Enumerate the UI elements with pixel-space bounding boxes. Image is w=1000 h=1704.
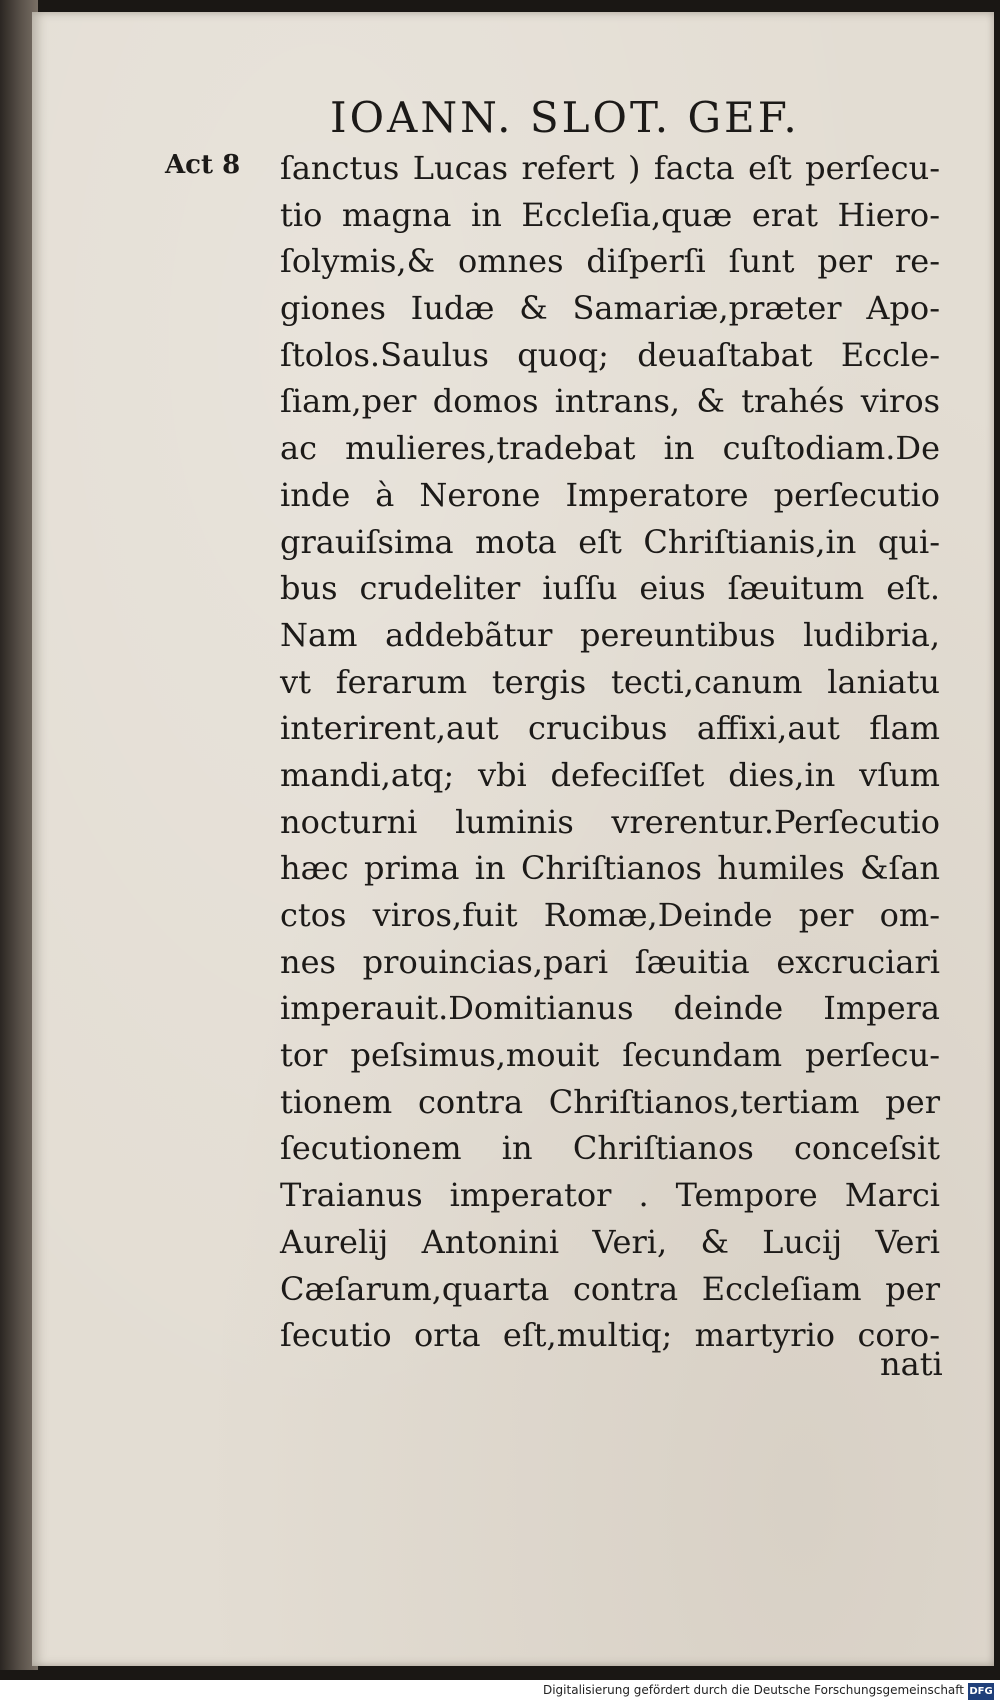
text-line: ac mulieres,tradebat in cuſtodiam.De [280,429,940,468]
text-line: giones Iudæ & Samariæ,præter Apo- [280,289,940,328]
body-text [280,145,940,1359]
text-line: tio magna in Eccleſia,quæ erat Hiero- [280,195,940,234]
text-line: ſecutionem in Chriſtianos conceſsit [280,1129,940,1168]
text-line: hæc prima in Chriſtianos humiles &ſan [280,849,940,888]
marginal-note: Act 8 [165,150,241,180]
text-line: ctos viros,fuit Romæ,Deinde per om- [280,896,940,934]
text-line: imperauit.Domitianus deinde Impera [280,989,940,1028]
text-line: mandi,atq; vbi defeciſſet dies,in vſum [280,755,940,794]
funding-credit: Digitalisierung gefördert durch die Deutsche Forschungsgemeinschaft [542,1683,964,1697]
text-line: ſecutio orta eſt,multiq; martyrio coro- [280,1316,940,1355]
text-line: Traianus imperator . Tempore Marci [280,1176,940,1215]
text-line: tor peſsimus,mouit ſecundam perſecu- [280,1036,940,1075]
text-line: Nam addebãtur pereuntibus ludibria, [280,615,940,654]
catchword: nati [880,1345,943,1383]
digitization-footer [0,1680,1000,1704]
text-line: ſanctus Lucas refert ) facta eſt perſecu- [280,149,940,187]
text-line: ſiam,per domos intrans, & trahés viros [280,382,940,421]
text-line: vt ferarum tergis tecti,canum laniatu [280,662,940,701]
text-line: nes prouincias,pari ſæuitia excruciari [280,942,940,981]
text-line: tionem contra Chriſtianos,tertiam per [280,1082,940,1121]
text-line: Cæſarum,quarta contra Eccleſiam per [280,1269,940,1308]
text-line: grauiſsima mota eſt Chriſtianis,in qui- [280,522,940,561]
text-line: inde à Nerone Imperatore perſecutio [280,475,940,514]
running-head: IOANN. SLOT. GEF. [330,93,800,142]
text-line: nocturni luminis vrerentur.Perſecutio [280,802,940,841]
text-line: Aurelij Antonini Veri, & Lucij Veri [280,1222,940,1261]
text-line: interirent,aut crucibus affixi,aut flam [280,709,940,748]
text-line: ſolymis,& omnes diſperſi ſunt per re- [280,242,940,281]
text-line: ſtolos.Saulus quoq; deuaſtabat Eccle- [280,335,940,374]
text-line: bus crudeliter iuſſu eius ſæuitum eſt. [280,569,940,608]
dfg-logo-icon: DFG [968,1683,994,1700]
